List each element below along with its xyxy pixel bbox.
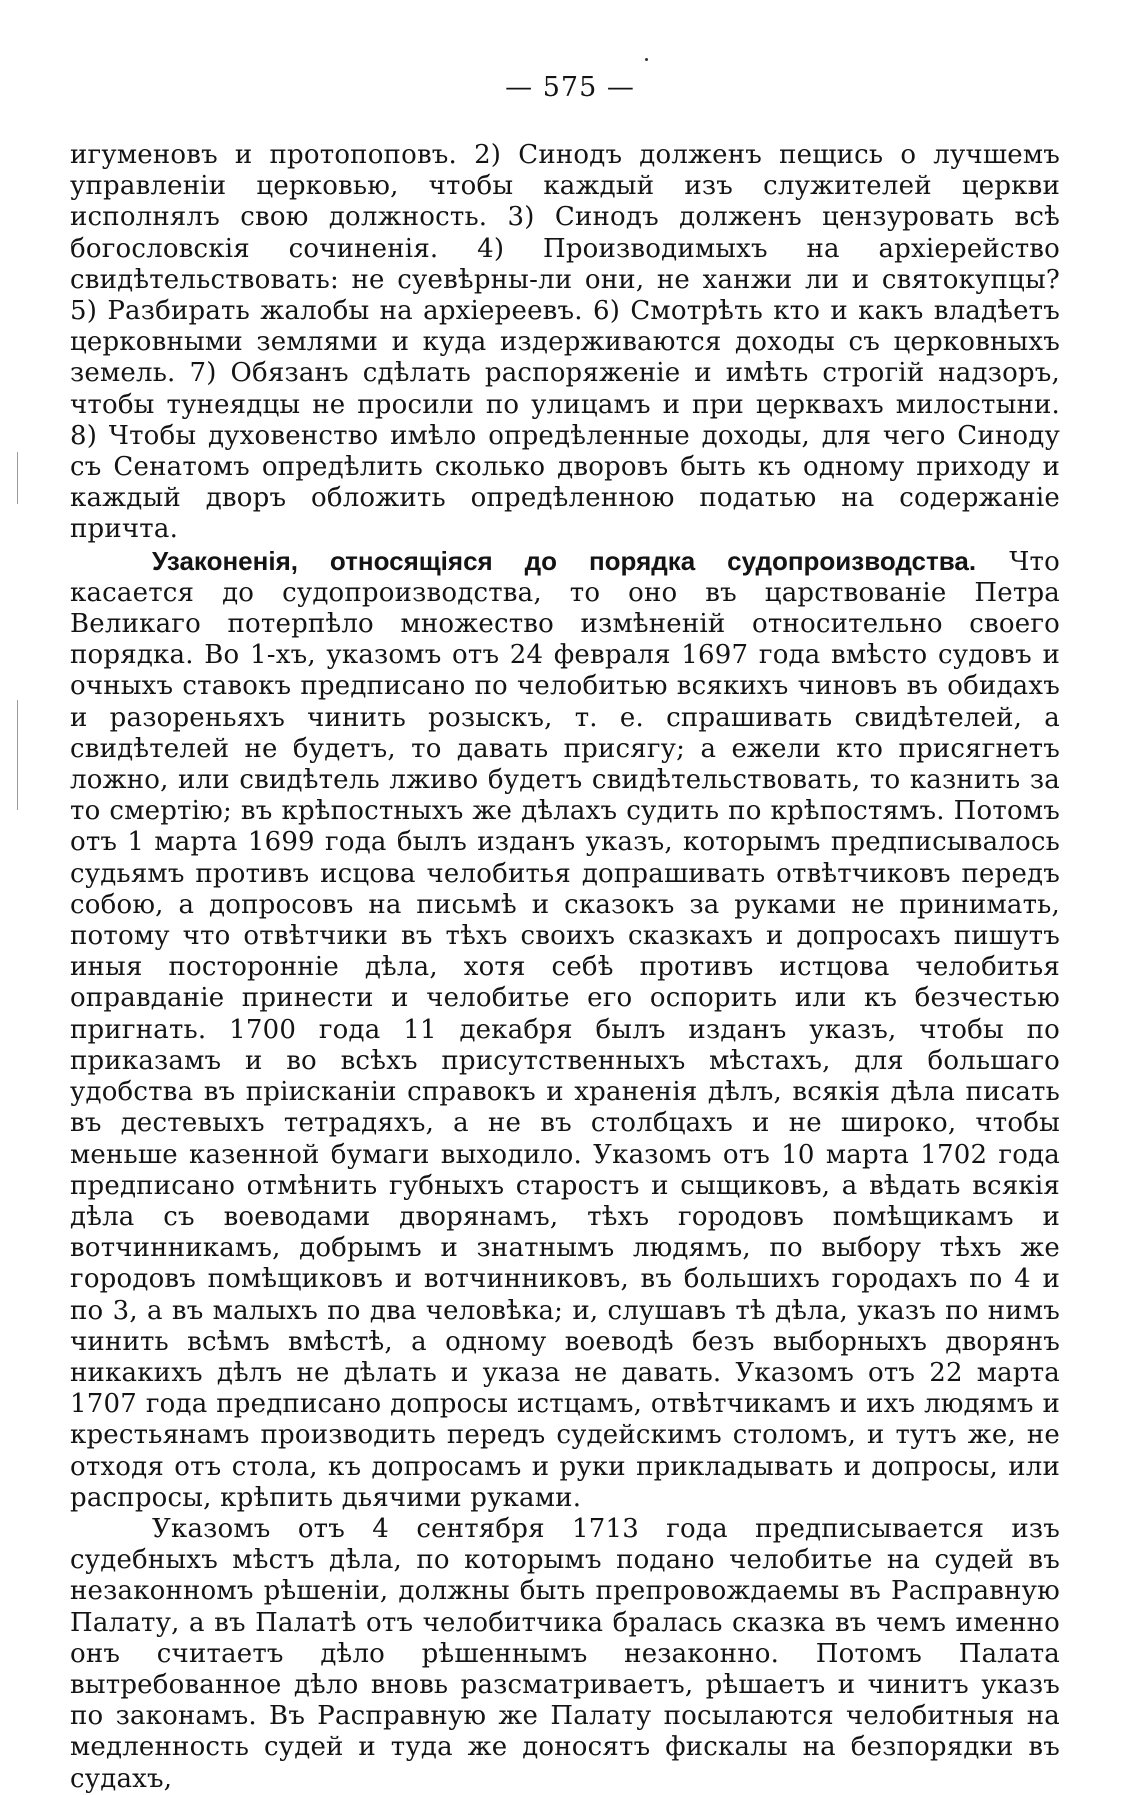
page-number: — 575 —: [505, 72, 635, 103]
section-heading: Узаконенія, относящіяся до порядка судопроизводства.: [152, 545, 977, 576]
paragraph-text: игуменовъ и протопоповъ. 2) Синодъ долженъ пещись о лучшемъ управленіи церковью, чтобы каждый изъ служителей церкви исполнялъ свою должность. 3) Синодъ долженъ цензуровать всѣ богословскія сочиненія. 4) Производимыхъ на архіерейство свидѣтельствовать: не суевѣрны-ли они, не ханжи ли и святокупцы? 5) Разбирать жалобы на архіереевъ. 6) Смотрѣть кто и какъ владѣетъ церковными землями и куда издерживаются доходы съ церковныхъ земель. 7) Обязанъ сдѣлать распоряженіе и имѣть строгій надзоръ, чтобы тунеядцы не просили по улицамъ и при церквахъ милостыни. 8) Чтобы духовенство имѣло опредѣленные доходы, для чего Синоду съ Сенатомъ опредѣлить сколько дворовъ быть къ одному приходу и каждый дворъ обложить опредѣленною податью на содержаніе причта.: [70, 140, 1060, 545]
paragraph-decree-1713: [70, 1514, 1060, 1795]
paragraph-synod-duties: [70, 140, 1060, 546]
ink-speck: [645, 58, 648, 61]
paragraph-text: Что касается до судопроизводства, то оно въ царствованіе Петра Великаго потерпѣло множество измѣненій относительно своего порядка. Во 1-хъ, указомъ отъ 24 февраля 1697 года вмѣсто судовъ и очныхъ ставокъ предписано по челобитью всякихъ чиновъ въ обидахъ и разореньяхъ чинить розыскъ, т. е. спрашивать свидѣтелей, а свидѣтелей не будетъ, то давать присягу; а ежели кто присягнетъ ложно, или свидѣтель лживо будетъ свидѣтельствовать, то казнить за то смертію; въ крѣпостныхъ же дѣлахъ судить по крѣпостямъ. Потомъ отъ 1 марта 1699 года былъ изданъ указъ, которымъ предписывалось судьямъ противъ исцова челобитья допрашивать отвѣтчиковъ передъ собою, а допросовъ на письмѣ и сказокъ за руками не принимать, потому что отвѣтчики въ тѣхъ своихъ сказкахъ и допросахъ пишутъ иныя посторонніе дѣла, хотя себѣ противъ истцова челобитья оправданіе принести и челобитье его оспорить или къ безчестью пригнать. 1700 года 11 декабря былъ изданъ указъ, чтобы по приказамъ и во всѣхъ присутственныхъ мѣстахъ, для большаго удобства въ пріисканіи справокъ и храненія дѣлъ, всякія дѣла писать въ дестевыхъ тетрадяхъ, а не въ столбцахъ и не широко, чтобы меньше казенной бумаги выходило. Указомъ отъ 10 марта 1702 года предписано отмѣнить губныхъ старостъ и сыщиковъ, а вѣдать всякія дѣла съ воеводами дворянамъ, тѣхъ городовъ помѣщикамъ и вотчинникамъ, добрымъ и знатнымъ людямъ, по выбору тѣхъ же городовъ помѣщиковъ и вотчинниковъ, въ большихъ городахъ по 4 и по 3, а въ малыхъ по два человѣка; и, слушавъ тѣ дѣла, указъ по нимъ чинить всѣмъ вмѣстѣ, а одному воеводѣ безъ выборныхъ дворянъ никакихъ дѣлъ не дѣлать и указа не давать. Указомъ отъ 22 марта 1707 года предписано допросы истцамъ, отвѣтчикамъ и ихъ людямъ и крестьянамъ производить передъ судейскимъ столомъ, и тутъ же, не отходя отъ стола, къ допросамъ и руки прикладывать и допросы, или распросы, крѣпить дьячими руками.: [70, 546, 1060, 1513]
paragraph-judicial-procedure: [70, 546, 1060, 1514]
body-text: [70, 140, 1060, 1795]
paragraph-text: Указомъ отъ 4 сентября 1713 года предписывается изъ судебныхъ мѣстъ дѣла, по которымъ подано челобитье на судей въ незаконномъ рѣшеніи, должны быть препровождаемы въ Расправную Палату, а въ Палатѣ отъ челобитчика бралась сказка въ чемъ именно онъ считаетъ дѣло рѣшеннымъ незаконно. Потомъ Палата вытребованное дѣло вновь разсматриваетъ, рѣшаетъ и чинитъ указъ по законамъ. Въ Расправную же Палату посылаются челобитныя на медленность судей и туда же доносятъ фискалы на безпорядки въ судахъ,: [70, 1513, 1060, 1794]
margin-line: [17, 700, 18, 810]
margin-line: [17, 452, 18, 504]
